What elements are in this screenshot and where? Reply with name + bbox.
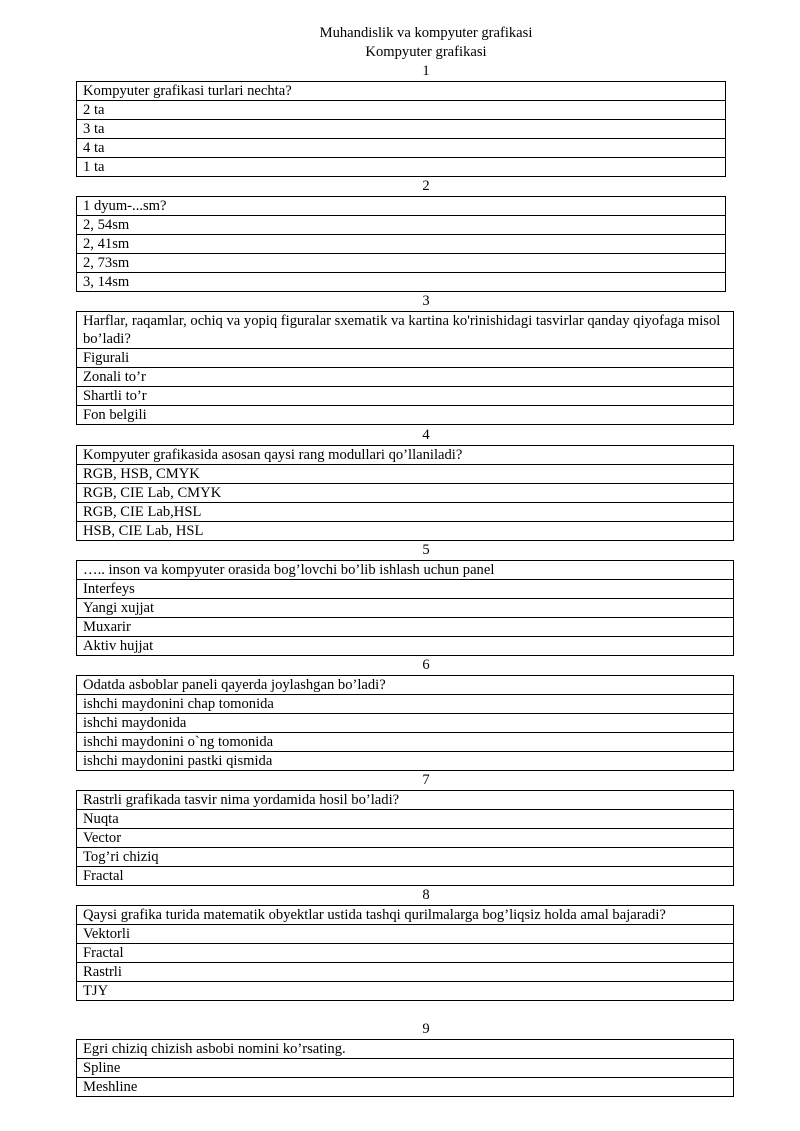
question-table <box>76 560 734 656</box>
answer-option: Fractal <box>77 867 734 886</box>
question-table <box>76 196 726 292</box>
question-text: ….. inson va kompyuter orasida bog’lovchi bo’lib ishlash uchun panel <box>77 561 734 580</box>
answer-option: Fractal <box>77 944 734 963</box>
answer-option: Nuqta <box>77 810 734 829</box>
question-table <box>76 905 734 1001</box>
question-number: 7 <box>422 772 430 788</box>
question-text: Odatda asboblar paneli qayerda joylashgan bo’ladi? <box>77 676 734 695</box>
answer-option: Zonali to’r <box>77 368 734 387</box>
question-number: 2 <box>422 178 430 194</box>
answer-option: 2 ta <box>77 101 726 120</box>
answer-option: Shartli to’r <box>77 387 734 406</box>
answer-option: TJY <box>77 982 734 1001</box>
answer-option: RGB, CIE Lab, CMYK <box>77 484 734 503</box>
answer-option: 1 ta <box>77 158 726 177</box>
answer-option: Interfeys <box>77 580 734 599</box>
answer-option: Vector <box>77 829 734 848</box>
question-table <box>76 81 726 177</box>
question-table <box>76 790 734 886</box>
question-table <box>76 445 734 541</box>
answer-option: Muxarir <box>77 618 734 637</box>
question-text: Qaysi grafika turida matematik obyektlar ustida tashqi qurilmalarga bog’liqsiz holda amal bajaradi? <box>77 906 734 925</box>
answer-option: 2, 54sm <box>77 216 726 235</box>
answer-option: 2, 41sm <box>77 235 726 254</box>
question-text: Kompyuter grafikasida asosan qaysi rang modullari qo’llaniladi? <box>77 446 734 465</box>
answer-option: ishchi maydonini pastki qismida <box>77 752 734 771</box>
answer-option: ishchi maydonini o`ng tomonida <box>77 733 734 752</box>
answer-option: RGB, CIE Lab,HSL <box>77 503 734 522</box>
answer-option: Aktiv hujjat <box>77 637 734 656</box>
answer-option: 3 ta <box>77 120 726 139</box>
question-text: Kompyuter grafikasi turlari nechta? <box>77 82 726 101</box>
answer-option: 3, 14sm <box>77 273 726 292</box>
answer-option: Rastrli <box>77 963 734 982</box>
answer-option: Meshline <box>77 1078 734 1097</box>
answer-option: 4 ta <box>77 139 726 158</box>
question-text: Harflar, raqamlar, ochiq va yopiq figuralar sxematik va kartina ko'rinishidagi tasvirlar qanday qiyofaga misol bo’ladi? <box>77 312 734 349</box>
answer-option: RGB, HSB, CMYK <box>77 465 734 484</box>
question-number: 6 <box>422 657 430 673</box>
answer-option: Spline <box>77 1059 734 1078</box>
answer-option: Tog’ri chiziq <box>77 848 734 867</box>
question-text: Egri chiziq chizish asbobi nomini ko’rsating. <box>77 1040 734 1059</box>
answer-option: Yangi xujjat <box>77 599 734 618</box>
question-number: 5 <box>422 542 430 558</box>
question-text: Rastrli grafikada tasvir nima yordamida hosil bo’ladi? <box>77 791 734 810</box>
question-table <box>76 675 734 771</box>
question-number: 9 <box>422 1021 430 1037</box>
document-subject-title: Muhandislik va kompyuter grafikasi <box>319 25 533 41</box>
answer-option: 2, 73sm <box>77 254 726 273</box>
question-number: 8 <box>422 887 430 903</box>
answer-option: Fon belgili <box>77 406 734 425</box>
answer-option: Figurali <box>77 349 734 368</box>
question-table <box>76 311 734 425</box>
question-number: 3 <box>422 293 430 309</box>
answer-option: HSB, CIE Lab, HSL <box>77 522 734 541</box>
answer-option: ishchi maydonida <box>77 714 734 733</box>
question-number: 4 <box>422 427 430 443</box>
document-section-title: Kompyuter grafikasi <box>365 44 487 60</box>
answer-option: Vektorli <box>77 925 734 944</box>
question-number: 1 <box>422 63 430 79</box>
answer-option: ishchi maydonini chap tomonida <box>77 695 734 714</box>
question-table <box>76 1039 734 1097</box>
question-text: 1 dyum-...sm? <box>77 197 726 216</box>
